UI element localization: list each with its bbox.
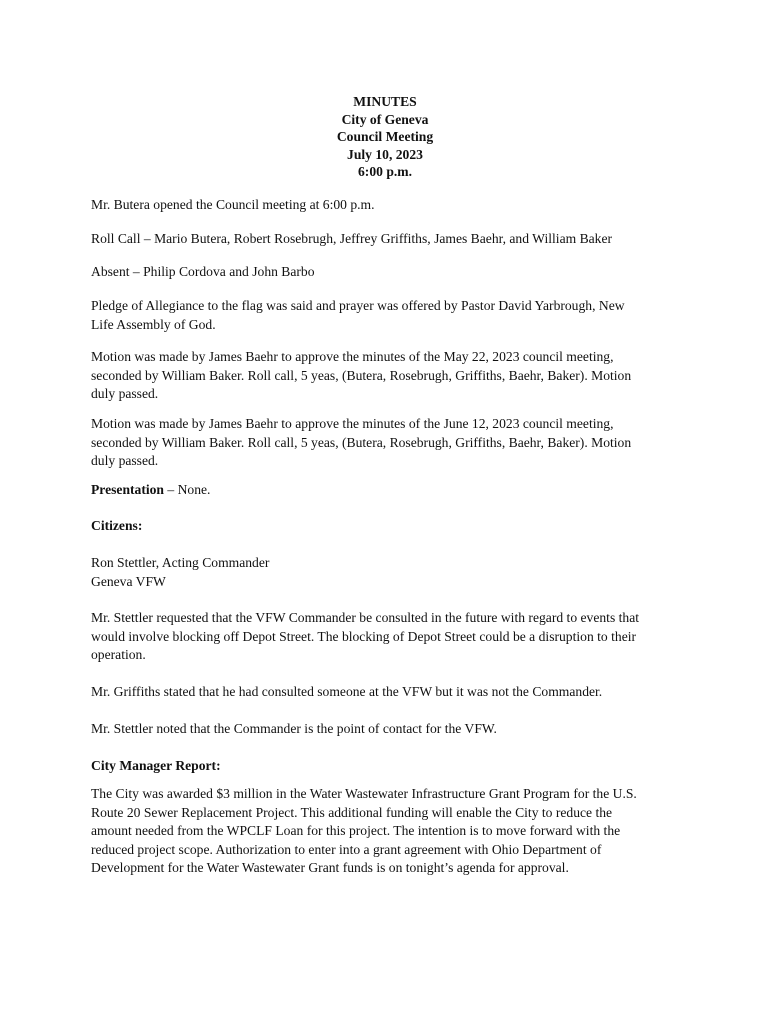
- pledge-line: Pledge of Allegiance to the flag was said and prayer was offered by Pastor David Yarbrough, New: [91, 298, 625, 313]
- citizen-name: Ron Stettler, Acting Commander: [91, 555, 270, 570]
- citizen-organization: Geneva VFW: [91, 573, 166, 589]
- stettler-line: would involve blocking off Depot Street. The blocking of Depot Street could be a disruption to their: [91, 628, 637, 644]
- stettler-line: operation.: [91, 647, 146, 662]
- absent-paragraph: Absent – Philip Cordova and John Barbo: [91, 264, 315, 279]
- motion-may-paragraph: [91, 348, 691, 404]
- grant-line: Route 20 Sewer Replacement Project. This additional funding will enable the City to reduce the: [91, 804, 613, 820]
- document-title: [0, 93, 770, 181]
- motion-line: seconded by William Baker. Roll call, 5 yeas, (Butera, Rosebrugh, Griffiths, Baehr, Baker). Motion: [91, 367, 632, 383]
- motion-line: duly passed.: [91, 453, 159, 468]
- title-city: City of Geneva: [341, 111, 429, 127]
- city-manager-heading: [91, 757, 691, 776]
- grant-line: The City was awarded $3 million in the Water Wastewater Infrastructure Grant Program for the U.S.: [91, 786, 637, 801]
- roll-call-paragraph: Roll Call – Mario Butera, Robert Rosebrugh, Jeffrey Griffiths, James Baehr, and William Baker: [91, 231, 613, 246]
- motion-line: Motion was made by James Baehr to approve the minutes of the May 22, 2023 council meeting,: [91, 349, 614, 364]
- grant-line: Development for the Water Wastewater Grant funds is on tonight’s agenda for approval.: [91, 860, 569, 875]
- grant-paragraph: [91, 785, 691, 878]
- grant-line: amount needed from the WPCLF Loan for this project. The intention is to move forward with the: [91, 823, 621, 838]
- motion-june-paragraph: [91, 415, 691, 471]
- pledge-line: Life Assembly of God.: [91, 316, 216, 332]
- opening-paragraph: Mr. Butera opened the Council meeting at 6:00 p.m.: [91, 197, 375, 212]
- presentation-text: – None.: [164, 482, 211, 497]
- presentation-heading: Presentation: [91, 482, 164, 497]
- title-time: 6:00 p.m.: [358, 164, 412, 179]
- citizens-heading-text: Citizens:: [91, 518, 143, 533]
- motion-line: seconded by William Baker. Roll call, 5 yeas, (Butera, Rosebrugh, Griffiths, Baehr, Baker). Motion: [91, 434, 632, 450]
- citizens-heading: [91, 517, 691, 536]
- title-meeting: Council Meeting: [336, 129, 434, 144]
- title-date: July 10, 2023: [347, 146, 423, 162]
- citizen-info: [91, 554, 691, 591]
- title-minutes: MINUTES: [353, 94, 417, 109]
- presentation-paragraph: [91, 481, 691, 500]
- grant-line: reduced project scope. Authorization to enter into a grant agreement with Ohio Department of: [91, 841, 602, 857]
- pledge-paragraph: [91, 297, 691, 334]
- stettler-line: Mr. Stettler requested that the VFW Commander be consulted in the future with regard to events that: [91, 610, 640, 625]
- city-manager-heading-text: City Manager Report:: [91, 758, 221, 773]
- griffiths-paragraph: Mr. Griffiths stated that he had consulted someone at the VFW but it was not the Commander.: [91, 684, 603, 699]
- stettler-request-paragraph: [91, 609, 691, 665]
- stettler-note-paragraph: Mr. Stettler noted that the Commander is the point of contact for the VFW.: [91, 721, 497, 736]
- motion-line: Motion was made by James Baehr to approve the minutes of the June 12, 2023 council meeting,: [91, 416, 614, 431]
- motion-line: duly passed.: [91, 386, 159, 401]
